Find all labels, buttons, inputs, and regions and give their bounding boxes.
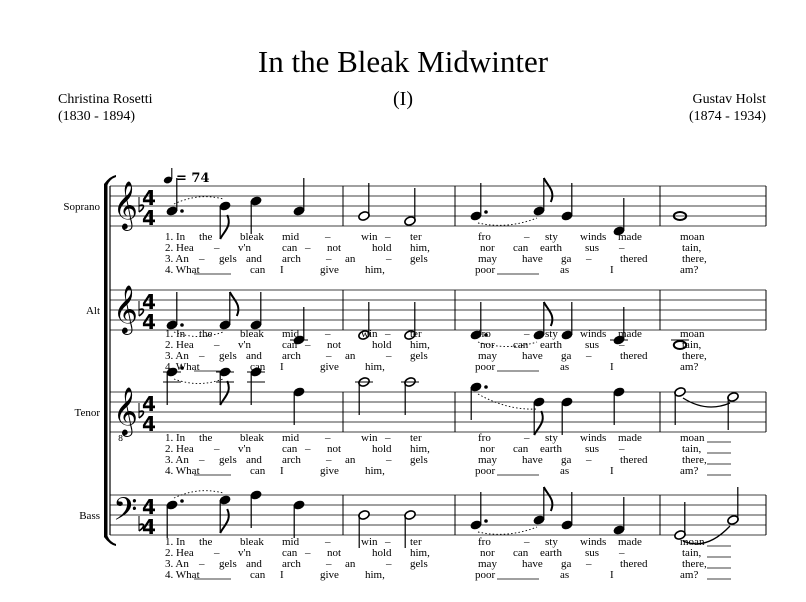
time-sig-denominator: 4 (142, 412, 156, 436)
tempo-marking (163, 168, 173, 185)
lyric-syllable: – (325, 432, 331, 444)
note (613, 386, 626, 425)
note (561, 302, 574, 341)
lyric-syllable: nor (480, 339, 495, 351)
composer-name: Gustav Holst (692, 92, 766, 107)
lyric-syllable: sty (545, 432, 558, 444)
lyric-syllable: bleak (240, 231, 264, 243)
lyric-syllable: as (560, 569, 570, 581)
lyric-syllable: made (618, 432, 642, 444)
lyric-syllable: made (618, 536, 642, 548)
lyric-syllable: arch (282, 558, 301, 570)
poet-name: Christina Rosetti (58, 92, 153, 107)
lyric-syllable: – (385, 231, 391, 243)
lyric-syllable: give (320, 465, 339, 477)
note (355, 376, 373, 415)
treble-clef: 𝄞 (113, 284, 138, 333)
note (561, 396, 574, 435)
time-sig-numerator: 4 (142, 186, 156, 210)
lyric-syllable: sty (545, 328, 558, 340)
lyric-syllable: – (386, 253, 392, 265)
augmentation-dot (180, 499, 184, 503)
lyric-syllable: can (282, 443, 298, 455)
lyric-syllable: earth (540, 242, 562, 254)
note-flag (220, 509, 229, 533)
lyric-syllable: sty (545, 231, 558, 243)
tempo-value: = 74 (176, 171, 210, 186)
augmentation-dot (180, 209, 184, 213)
lyric-syllable: gels (410, 454, 428, 466)
note (561, 492, 574, 531)
lyric-syllable: hold (372, 547, 392, 559)
note (674, 386, 687, 425)
time-sig-numerator: 4 (142, 392, 156, 416)
lyric-syllable: – (199, 253, 205, 265)
lyric-syllable: – (619, 443, 625, 455)
lyric-syllable: bleak (240, 328, 264, 340)
note (727, 391, 740, 430)
phrasing-slur (174, 197, 223, 204)
lyric-syllable: can (282, 547, 298, 559)
lyric-syllable: – (524, 432, 530, 444)
lyric-syllable: nor (480, 242, 495, 254)
time-sig-denominator: 4 (142, 310, 156, 334)
lyric-syllable: win (361, 536, 378, 548)
lyric-syllable: 4. What (165, 465, 200, 477)
lyric-syllable: earth (540, 339, 562, 351)
lyric-syllable: may (478, 558, 497, 570)
lyric-syllable: 1. In (165, 432, 186, 444)
lyric-syllable: poor (475, 569, 496, 581)
lyric-syllable: I (280, 569, 284, 581)
lyric-syllable: mid (282, 536, 300, 548)
lyric-syllable: as (560, 264, 570, 276)
lyric-syllable: poor (475, 361, 496, 373)
slur (683, 398, 730, 407)
lyric-syllable: gels (219, 350, 237, 362)
lyric-syllable: 4. What (165, 569, 200, 581)
lyric-syllable: and (246, 350, 262, 362)
phrasing-slur (174, 379, 223, 384)
lyric-syllable: mid (282, 231, 300, 243)
lyric-syllable: poor (475, 264, 496, 276)
lyric-syllable: there, (682, 253, 707, 265)
lyric-syllable: made (618, 328, 642, 340)
lyric-syllable: tain, (682, 242, 702, 254)
lyric-syllable: 4. What (165, 264, 200, 276)
note (561, 183, 574, 222)
lyric-syllable: winds (580, 231, 607, 243)
lyric-syllable: 2. Hea (165, 242, 194, 254)
lyric-syllable: – (199, 558, 205, 570)
augmentation-dot (484, 519, 488, 523)
lyric-syllable: and (246, 558, 262, 570)
time-sig-numerator: 4 (142, 495, 156, 519)
lyric-syllable: him, (410, 242, 430, 254)
lyric-syllable: – (326, 350, 332, 362)
lyric-syllable: am? (680, 264, 699, 276)
lyric-syllable: the (199, 536, 213, 548)
lyric-syllable: – (619, 242, 625, 254)
note-flag (544, 487, 553, 511)
phrasing-slur (174, 491, 223, 498)
lyric-syllable: v'n (238, 242, 251, 254)
lyric-syllable: can (282, 339, 298, 351)
lyric-syllable: I (280, 264, 284, 276)
lyric-syllable: and (246, 253, 262, 265)
lyric-syllable: v'n (238, 547, 251, 559)
lyric-syllable: sty (545, 536, 558, 548)
lyric-syllable: give (320, 264, 339, 276)
time-sig-denominator: 4 (142, 515, 156, 539)
note (216, 366, 234, 405)
note (293, 178, 306, 217)
phrasing-slur (478, 527, 537, 534)
lyric-syllable: win (361, 432, 378, 444)
lyric-syllable: may (478, 350, 497, 362)
lyric-syllable: bleak (240, 432, 264, 444)
lyric-syllable: I (280, 361, 284, 373)
lyric-syllable: – (619, 339, 625, 351)
lyric-syllable: – (214, 547, 220, 559)
lyric-syllable: give (320, 569, 339, 581)
lyric-syllable: as (560, 361, 570, 373)
lyric-syllable: v'n (238, 443, 251, 455)
poet-dates: (1830 - 1894) (58, 109, 135, 124)
lyric-syllable: sus (585, 547, 600, 559)
lyric-syllable: – (305, 443, 311, 455)
lyric-syllable: moan (680, 432, 705, 444)
augmentation-dot (180, 323, 184, 327)
lyric-syllable: there, (682, 454, 707, 466)
note (166, 292, 184, 331)
staff-name-bass: Bass (79, 510, 100, 522)
lyric-syllable: fro (478, 231, 491, 243)
lyric-syllable: hold (372, 339, 392, 351)
piece-title: In the Bleak Midwinter (257, 44, 549, 79)
lyric-syllable: bleak (240, 536, 264, 548)
note (674, 502, 687, 541)
note (358, 183, 371, 222)
lyric-syllable: ter (410, 231, 422, 243)
note (533, 487, 553, 526)
lyric-syllable: hold (372, 443, 392, 455)
phrasing-slur (478, 218, 537, 225)
lyric-syllable: can (513, 242, 529, 254)
lyric-syllable: there, (682, 350, 707, 362)
lyric-syllable: gels (219, 558, 237, 570)
lyric-syllable: 2. Hea (165, 339, 194, 351)
lyric-syllable: as (560, 465, 570, 477)
note (404, 188, 417, 227)
lyric-syllable: there, (682, 558, 707, 570)
lyric-syllable: 2. Hea (165, 547, 194, 559)
lyric-syllable: – (305, 547, 311, 559)
lyric-syllable: not (327, 339, 342, 351)
clef-octave-8: 8 (118, 434, 124, 443)
lyric-syllable: can (282, 242, 298, 254)
lyric-syllable: arch (282, 350, 301, 362)
lyric-syllable: I (280, 465, 284, 477)
augmentation-dot (484, 385, 488, 389)
note-flag (544, 178, 553, 202)
lyric-syllable: can (250, 361, 266, 373)
lyric-syllable: hold (372, 242, 392, 254)
lyric-syllable: him, (410, 547, 430, 559)
lyric-syllable: an (345, 253, 356, 265)
lyric-syllable: I (610, 569, 614, 581)
note-flag (220, 381, 229, 405)
composer-dates: (1874 - 1934) (689, 109, 766, 124)
lyric-syllable: v'n (238, 339, 251, 351)
lyric-syllable: 1. In (165, 231, 186, 243)
lyric-syllable: have (522, 253, 543, 265)
note (401, 376, 419, 415)
lyric-syllable: am? (680, 361, 699, 373)
lyric-syllable: arch (282, 454, 301, 466)
time-sig-denominator: 4 (142, 206, 156, 230)
note (250, 292, 263, 331)
lyric-syllable: may (478, 454, 497, 466)
lyric-syllable: gels (219, 253, 237, 265)
note (470, 381, 488, 420)
lyric-syllable: gels (410, 253, 428, 265)
lyric-syllable: have (522, 558, 543, 570)
lyric-syllable: 1. In (165, 536, 186, 548)
lyric-syllable: the (199, 231, 213, 243)
lyric-syllable: can (250, 465, 266, 477)
lyric-syllable: – (385, 328, 391, 340)
lyric-syllable: nor (480, 443, 495, 455)
staff-name-tenor: Tenor (74, 407, 100, 419)
note (219, 292, 239, 331)
lyric-syllable: – (305, 242, 311, 254)
note (250, 489, 263, 528)
lyric-syllable: ga (561, 454, 572, 466)
lyric-syllable: an (345, 454, 356, 466)
lyric-syllable: – (386, 350, 392, 362)
lyric-syllable: – (325, 328, 331, 340)
lyric-syllable: – (524, 328, 530, 340)
staff-name-alt: Alt (85, 305, 100, 317)
lyric-syllable: – (326, 558, 332, 570)
lyric-syllable: fro (478, 536, 491, 548)
lyric-syllable: – (326, 454, 332, 466)
lyric-syllable: sus (585, 339, 600, 351)
lyric-syllable: gels (410, 558, 428, 570)
note (727, 487, 740, 526)
note (219, 200, 232, 239)
lyric-syllable: an (345, 350, 356, 362)
lyric-syllable: sus (585, 443, 600, 455)
lyric-syllable: not (327, 547, 342, 559)
lyric-syllable: winds (580, 536, 607, 548)
note-flag (220, 215, 229, 239)
lyric-syllable: an (345, 558, 356, 570)
lyric-syllable: him, (365, 569, 385, 581)
lyric-syllable: moan (680, 231, 705, 243)
lyric-syllable: sus (585, 242, 600, 254)
lyric-syllable: can (250, 264, 266, 276)
lyric-syllable: moan (680, 536, 705, 548)
lyric-syllable: thered (620, 454, 648, 466)
lyric-syllable: – (386, 558, 392, 570)
lyric-syllable: – (214, 443, 220, 455)
lyric-syllable: 4. What (165, 361, 200, 373)
lyric-syllable: – (586, 350, 592, 362)
lyric-syllable: can (513, 339, 529, 351)
lyric-syllable: – (524, 231, 530, 243)
lyric-syllable: ter (410, 328, 422, 340)
lyric-syllable: earth (540, 443, 562, 455)
lyric-syllable: arch (282, 253, 301, 265)
bass-clef: 𝄢 (113, 491, 138, 535)
staff-soprano (110, 178, 766, 239)
lyric-syllable: him, (410, 339, 430, 351)
lyric-syllable: win (361, 328, 378, 340)
note (533, 396, 546, 435)
lyric-syllable: fro (478, 328, 491, 340)
lyric-syllable: 2. Hea (165, 443, 194, 455)
lyric-syllable: tain, (682, 547, 702, 559)
lyric-syllable: 3. An (165, 454, 189, 466)
lyric-syllable: ter (410, 432, 422, 444)
bracket-bottom-hook (104, 536, 116, 546)
lyric-syllable: the (199, 432, 213, 444)
lyric-syllable: nor (480, 547, 495, 559)
lyric-syllable: – (325, 231, 331, 243)
lyric-syllable: – (199, 350, 205, 362)
treble-clef: 𝄞 (113, 386, 138, 435)
staff-name-soprano: Soprano (63, 201, 100, 213)
lyric-syllable: thered (620, 253, 648, 265)
lyric-syllable: I (610, 465, 614, 477)
lyric-syllable: – (385, 432, 391, 444)
lyric-syllable: him, (410, 443, 430, 455)
lyric-syllable: have (522, 350, 543, 362)
lyric-syllable: tain, (682, 339, 702, 351)
time-sig-numerator: 4 (142, 290, 156, 314)
lyric-syllable: – (586, 454, 592, 466)
lyric-syllable: winds (580, 328, 607, 340)
lyric-syllable: can (513, 547, 529, 559)
lyric-syllable: – (326, 253, 332, 265)
lyric-syllable: the (199, 328, 213, 340)
lyric-syllable: 3. An (165, 253, 189, 265)
lyric-syllable: – (305, 339, 311, 351)
lyric-syllable: earth (540, 547, 562, 559)
lyric-syllable: fro (478, 432, 491, 444)
lyric-syllable: tain, (682, 443, 702, 455)
lyric-syllable: made (618, 231, 642, 243)
lyric-syllable: gels (410, 350, 428, 362)
lyric-syllable: I (610, 361, 614, 373)
note (219, 494, 232, 533)
lyric-syllable: not (327, 443, 342, 455)
lyric-syllable: mid (282, 328, 300, 340)
note (250, 195, 263, 234)
lyric-syllable: can (513, 443, 529, 455)
lyric-syllable: him, (365, 361, 385, 373)
note (613, 497, 626, 536)
phrasing-slur (478, 394, 537, 409)
treble-clef: 𝄞 (113, 180, 138, 229)
lyric-syllable: I (610, 264, 614, 276)
lyric-syllable: am? (680, 465, 699, 477)
lyric-syllable: – (325, 536, 331, 548)
lyric-syllable: moan (680, 328, 705, 340)
lyric-syllable: gels (219, 454, 237, 466)
lyric-syllable: ga (561, 558, 572, 570)
lyric-syllable: – (586, 558, 592, 570)
lyric-syllable: ter (410, 536, 422, 548)
lyric-syllable: have (522, 454, 543, 466)
note-flag (230, 292, 239, 316)
lyric-syllable: – (586, 253, 592, 265)
lyric-syllable: can (250, 569, 266, 581)
lyric-syllable: – (524, 536, 530, 548)
lyric-syllable: thered (620, 350, 648, 362)
piece-subtitle: (I) (393, 88, 413, 110)
augmentation-dot (484, 210, 488, 214)
lyric-syllable: – (199, 454, 205, 466)
system-bracket (104, 184, 108, 537)
lyric-syllable: may (478, 253, 497, 265)
lyric-syllable: – (214, 242, 220, 254)
lyric-syllable: 1. In (165, 328, 186, 340)
lyric-syllable: poor (475, 465, 496, 477)
lyric-syllable: – (619, 547, 625, 559)
lyric-syllable: 3. An (165, 558, 189, 570)
lyric-syllable: win (361, 231, 378, 243)
lyric-syllable: thered (620, 558, 648, 570)
lyric-syllable: – (386, 454, 392, 466)
note (293, 386, 306, 425)
note-flag (544, 302, 553, 326)
note-flag (534, 411, 543, 435)
lyric-syllable: not (327, 242, 342, 254)
lyric-syllable: ga (561, 350, 572, 362)
lyric-syllable: give (320, 361, 339, 373)
note (293, 499, 306, 538)
lyric-syllable: am? (680, 569, 699, 581)
lyric-syllable: and (246, 454, 262, 466)
note (533, 178, 553, 217)
lyric-syllable: ga (561, 253, 572, 265)
lyric-syllable: mid (282, 432, 300, 444)
lyric-syllable: 3. An (165, 350, 189, 362)
lyric-syllable: – (385, 536, 391, 548)
lyric-syllable: him, (365, 465, 385, 477)
lyric-syllable: him, (365, 264, 385, 276)
lyric-syllable: winds (580, 432, 607, 444)
lyric-syllable: – (214, 339, 220, 351)
